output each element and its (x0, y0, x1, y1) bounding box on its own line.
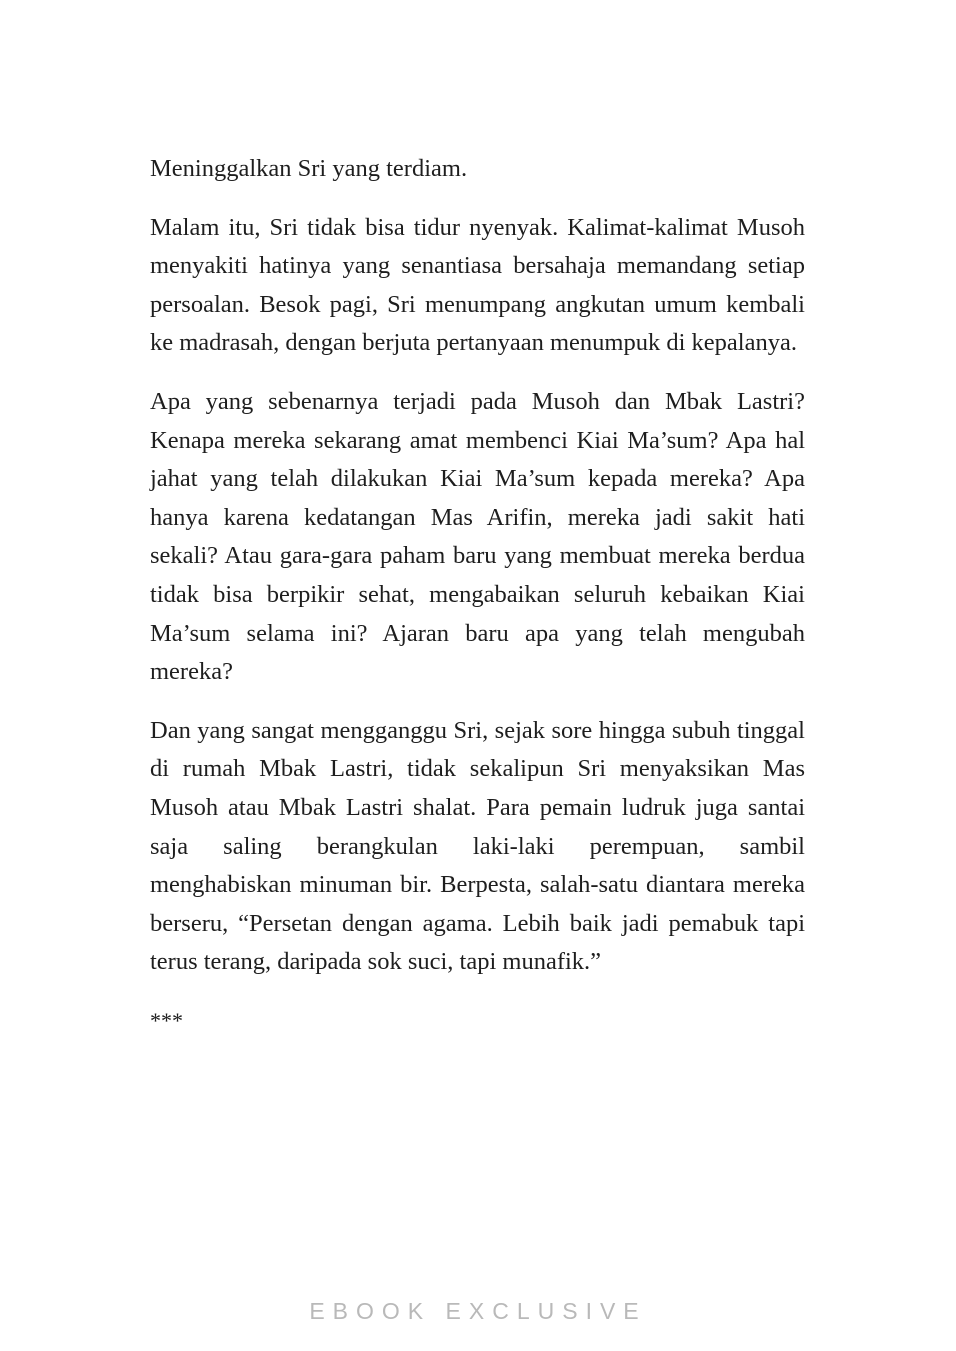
page-body (150, 150, 805, 1040)
paragraph-3: Apa yang sebenarnya terjadi pada Musoh dan Mbak Lastri? Kenapa mereka sekarang amat membenci Kiai Ma’sum? Apa hal jahat yang telah dilakukan Kiai Ma’sum kepada mereka? Apa hanya karena kedatangan Mas Arifin, mereka jadi sakit hati sekali? Atau gara-gara paham baru yang membuat mereka berdua tidak bisa berpikir sehat, mengabaikan seluruh kebaikan Kiai Ma’sum selama ini? Ajaran baru apa yang telah mengubah mereka? (150, 387, 805, 686)
section-separator: *** (150, 1007, 183, 1033)
paragraph-4: Dan yang sangat mengganggu Sri, sejak sore hingga subuh tinggal di rumah Mbak Lastri, tidak sekalipun Sri menyaksikan Mas Musoh atau Mbak Lastri shalat. Para pemain ludruk juga santai saja saling berangkulan laki-laki perempuan, sambil menghabiskan minuman bir. Berpesta, salah-satu diantara mereka berseru, “Persetan dengan agama. Lebih baik jadi pemabuk tapi terus terang, daripada sok suci, tapi munafik.” (150, 716, 805, 976)
paragraph-1: Meninggalkan Sri yang terdiam. (150, 155, 468, 182)
paragraph-2: Malam itu, Sri tidak bisa tidur nyenyak. Kalimat-kalimat Musoh menyakiti hatinya yang senantiasa bersahaja memandang setiap persoalan. Besok pagi, Sri menumpang angkutan umum kembali ke madrasah, dengan berjuta pertanyaan menumpuk di kepalanya. (150, 213, 805, 357)
footer-watermark: EBOOK EXCLUSIVE (309, 1298, 647, 1324)
